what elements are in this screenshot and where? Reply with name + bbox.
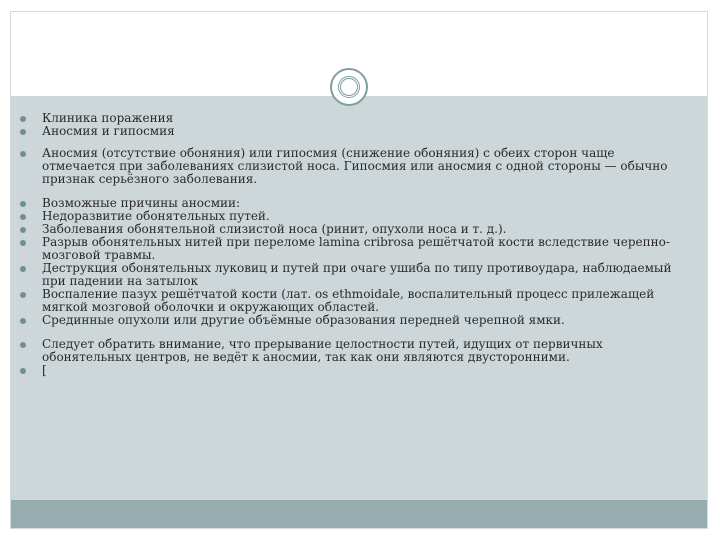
bullet-list	[14, 112, 684, 377]
bullet-item: Следует обратить внимание, что прерывание целостности путей, идущих от первичных обонятельных центров, не ведёт к аносмии, так как они являются двусторонними.	[14, 338, 684, 364]
slide-footer-band	[11, 500, 707, 528]
bullet-item: Недоразвитие обонятельных путей.	[14, 210, 684, 223]
bullet-item: Воспаление пазух решётчатой кости (лат. os ethmoidale, воспалительный процесс прилежащей мягкой мозговой оболочки и окружающих областей.	[14, 288, 684, 314]
bullet-item: Деструкция обонятельных луковиц и путей при очаге ушиба по типу противоудара, наблюдаемый при падении на затылок	[14, 262, 684, 288]
bullet-item: Возможные причины аносмии:	[14, 197, 684, 210]
bullet-item: Клиника поражения	[14, 112, 684, 125]
bullet-item: Срединные опухоли или другие объёмные образования передней черепной ямки.	[14, 314, 684, 327]
ring-emblem-icon	[330, 68, 368, 106]
bullet-item: Аносмия (отсутствие обоняния) или гипосмия (снижение обоняния) с обеих сторон чаще отмечается при заболеваниях слизистой носа. Гипосмия или аносмия с одной стороны — обычно признак серьёзного заболевания.	[14, 147, 684, 186]
bullet-item: Аносмия и гипосмия	[14, 125, 684, 138]
bullet-item: [	[14, 364, 684, 377]
bullet-item: Заболевания обонятельной слизистой носа (ринит, опухоли носа и т. д.).	[14, 223, 684, 236]
bullet-item: Разрыв обонятельных нитей при переломе lamina cribrosa решётчатой кости вследствие черепно-мозговой травмы.	[14, 236, 684, 262]
